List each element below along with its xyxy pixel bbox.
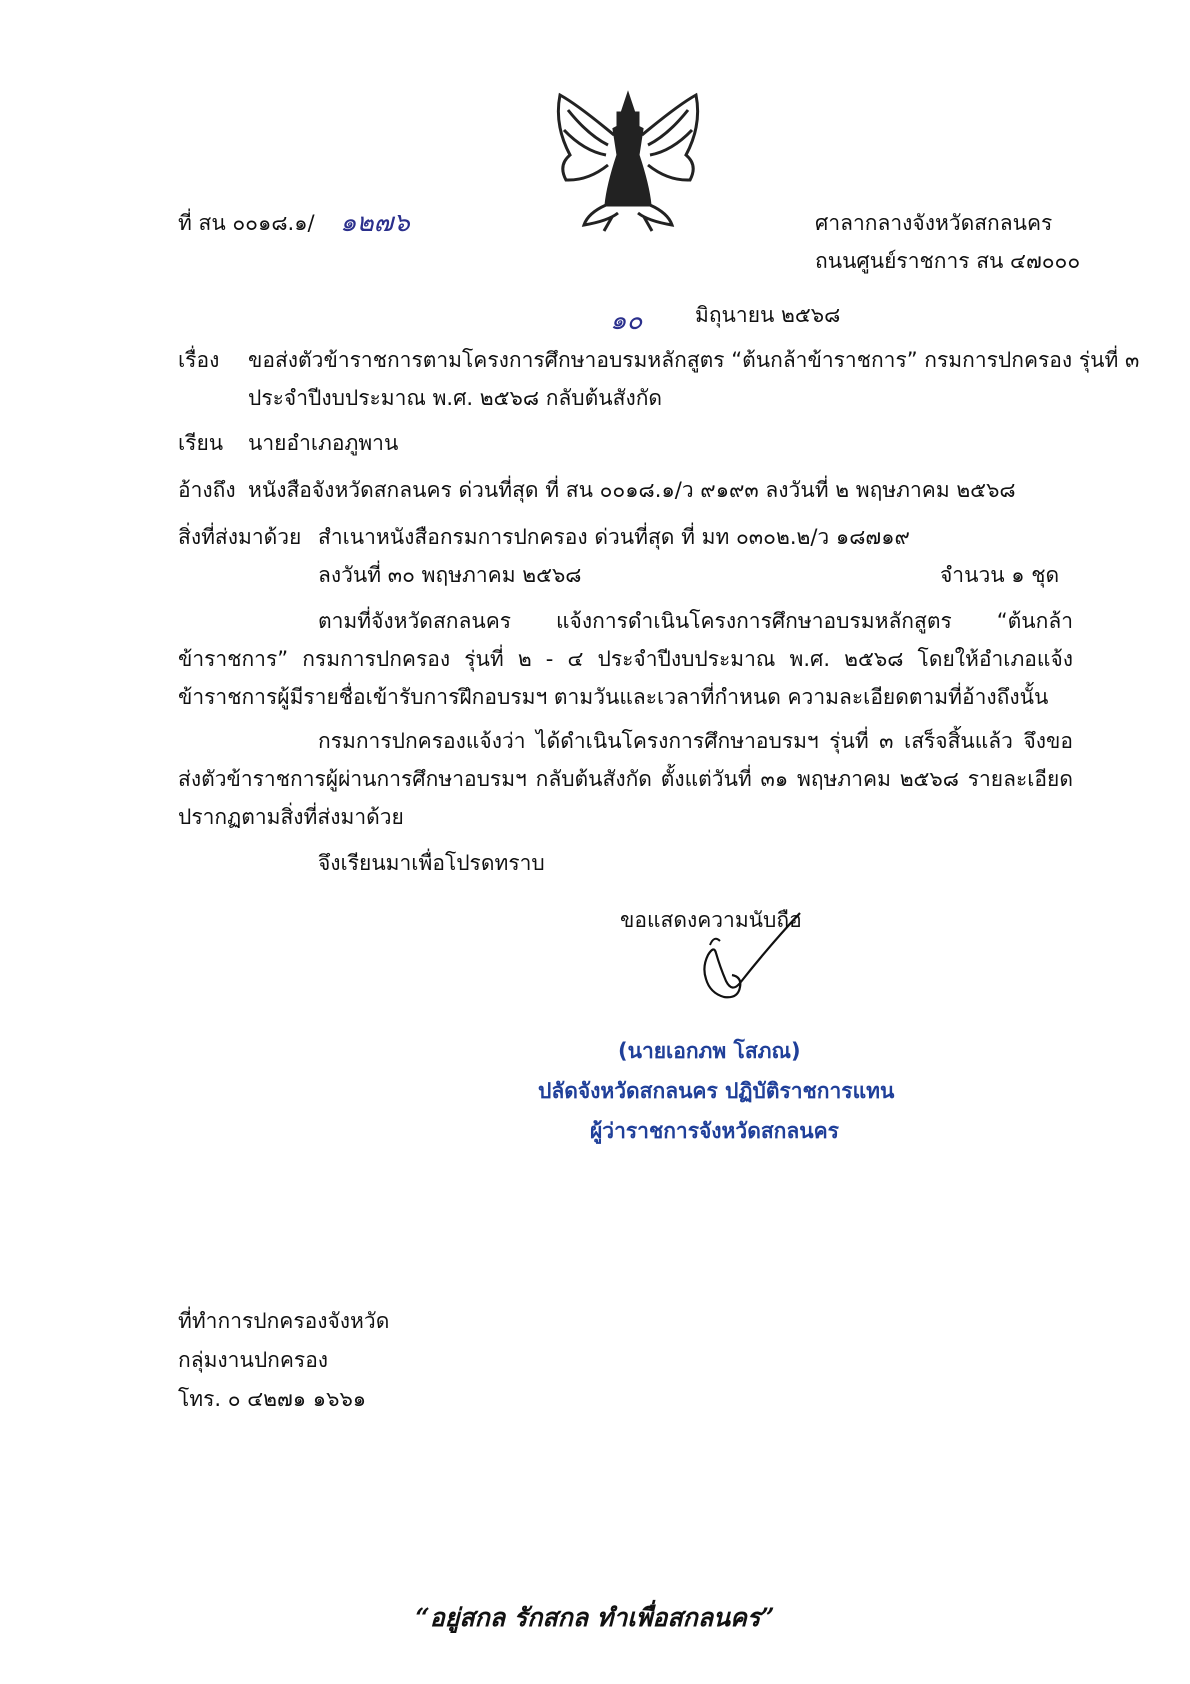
document-number-handwritten: ๑๒๗๖ xyxy=(340,208,410,238)
date-month-year: มิถุนายน ๒๕๖๘ xyxy=(695,303,841,327)
handwritten-signature-icon xyxy=(680,905,820,1020)
recipient-value: นายอำเภอภูพาน xyxy=(248,431,399,455)
reference-value: หนังสือจังหวัดสกลนคร ด่วนที่สุด ที่ สน ๐๐๑๘.๑/ว ๙๑๙๓ ลงวันที่ ๒ พฤษภาคม ๒๕๖๘ xyxy=(248,478,1016,502)
document-number-label: ที่ สน ๐๐๑๘.๑/ xyxy=(178,211,315,235)
enclosure-line1: สำเนาหนังสือกรมการปกครอง ด่วนที่สุด ที่ มท ๐๓๐๒.๒/ว ๑๘๗๑๙ xyxy=(318,525,910,549)
enclosure-label: สิ่งที่ส่งมาด้วย xyxy=(178,525,302,549)
contact-office: ที่ทำการปกครองจังหวัด xyxy=(178,1309,390,1333)
signer-name: (นายเอกภพ โสภณ) xyxy=(618,1039,801,1063)
sender-address-line1: ศาลากลางจังหวัดสกลนคร xyxy=(815,211,1053,235)
contact-phone: โทร. ๐ ๔๒๗๑ ๑๖๖๑ xyxy=(178,1387,367,1411)
reference-label: อ้างถึง xyxy=(178,478,236,502)
subject-line1: ขอส่งตัวข้าราชการตามโครงการศึกษาอบรมหลักสูตร “ต้นกล้าข้าราชการ” กรมการปกครอง รุ่นที่ ๓ xyxy=(248,348,1140,372)
enclosure-count: จำนวน ๑ ชุด xyxy=(940,563,1060,587)
enclosure-line2: ลงวันที่ ๓๐ พฤษภาคม ๒๕๖๘ xyxy=(318,563,582,587)
date-day-handwritten: ๑๐ xyxy=(610,306,643,336)
body-paragraph-1: ตามที่จังหวัดสกลนคร แจ้งการดำเนินโครงการศึกษาอบรมหลักสูตร “ต้นกล้าข้าราชการ” กรมการปกครอง รุ่นที่ ๒ - ๔ ประจำปีงบประมาณ พ.ศ. ๒๕๖๘ โดยให้อำเภอแจ้งข้าราชการผู้มีรายชื่อเข้ารับการฝึกอบรมฯ ตามวันและเวลาที่กำหนด ความละเอียดตามที่อ้างถึงนั้น xyxy=(178,609,1073,709)
subject-label: เรื่อง xyxy=(178,348,220,372)
garuda-emblem-icon xyxy=(548,85,708,235)
signer-title-line1: ปลัดจังหวัดสกลนคร ปฏิบัติราชการแทน xyxy=(538,1079,895,1103)
province-motto: “อยู่สกล รักสกล ทำเพื่อสกลนคร” xyxy=(415,1603,775,1632)
signer-title-line2: ผู้ว่าราชการจังหวัดสกลนคร xyxy=(590,1119,839,1143)
body-paragraph-2: กรมการปกครองแจ้งว่า ได้ดำเนินโครงการศึกษาอบรมฯ รุ่นที่ ๓ เสร็จสิ้นแล้ว จึงขอส่งตัวข้าราชการผู้ผ่านการศึกษาอบรมฯ กลับต้นสังกัด ตั้งแต่วันที่ ๓๑ พฤษภาคม ๒๕๖๘ รายละเอียดปรากฏตามสิ่งที่ส่งมาด้วย xyxy=(178,729,1073,829)
subject-line2: ประจำปีงบประมาณ พ.ศ. ๒๕๖๘ กลับต้นสังกัด xyxy=(248,386,663,410)
salutation: ขอแสดงความนับถือ xyxy=(620,908,802,932)
sender-address-line2: ถนนศูนย์ราชการ สน ๔๗๐๐๐ xyxy=(815,249,1081,273)
contact-section: กลุ่มงานปกครอง xyxy=(178,1348,329,1372)
recipient-label: เรียน xyxy=(178,431,224,455)
closing-request: จึงเรียนมาเพื่อโปรดทราบ xyxy=(318,851,545,875)
